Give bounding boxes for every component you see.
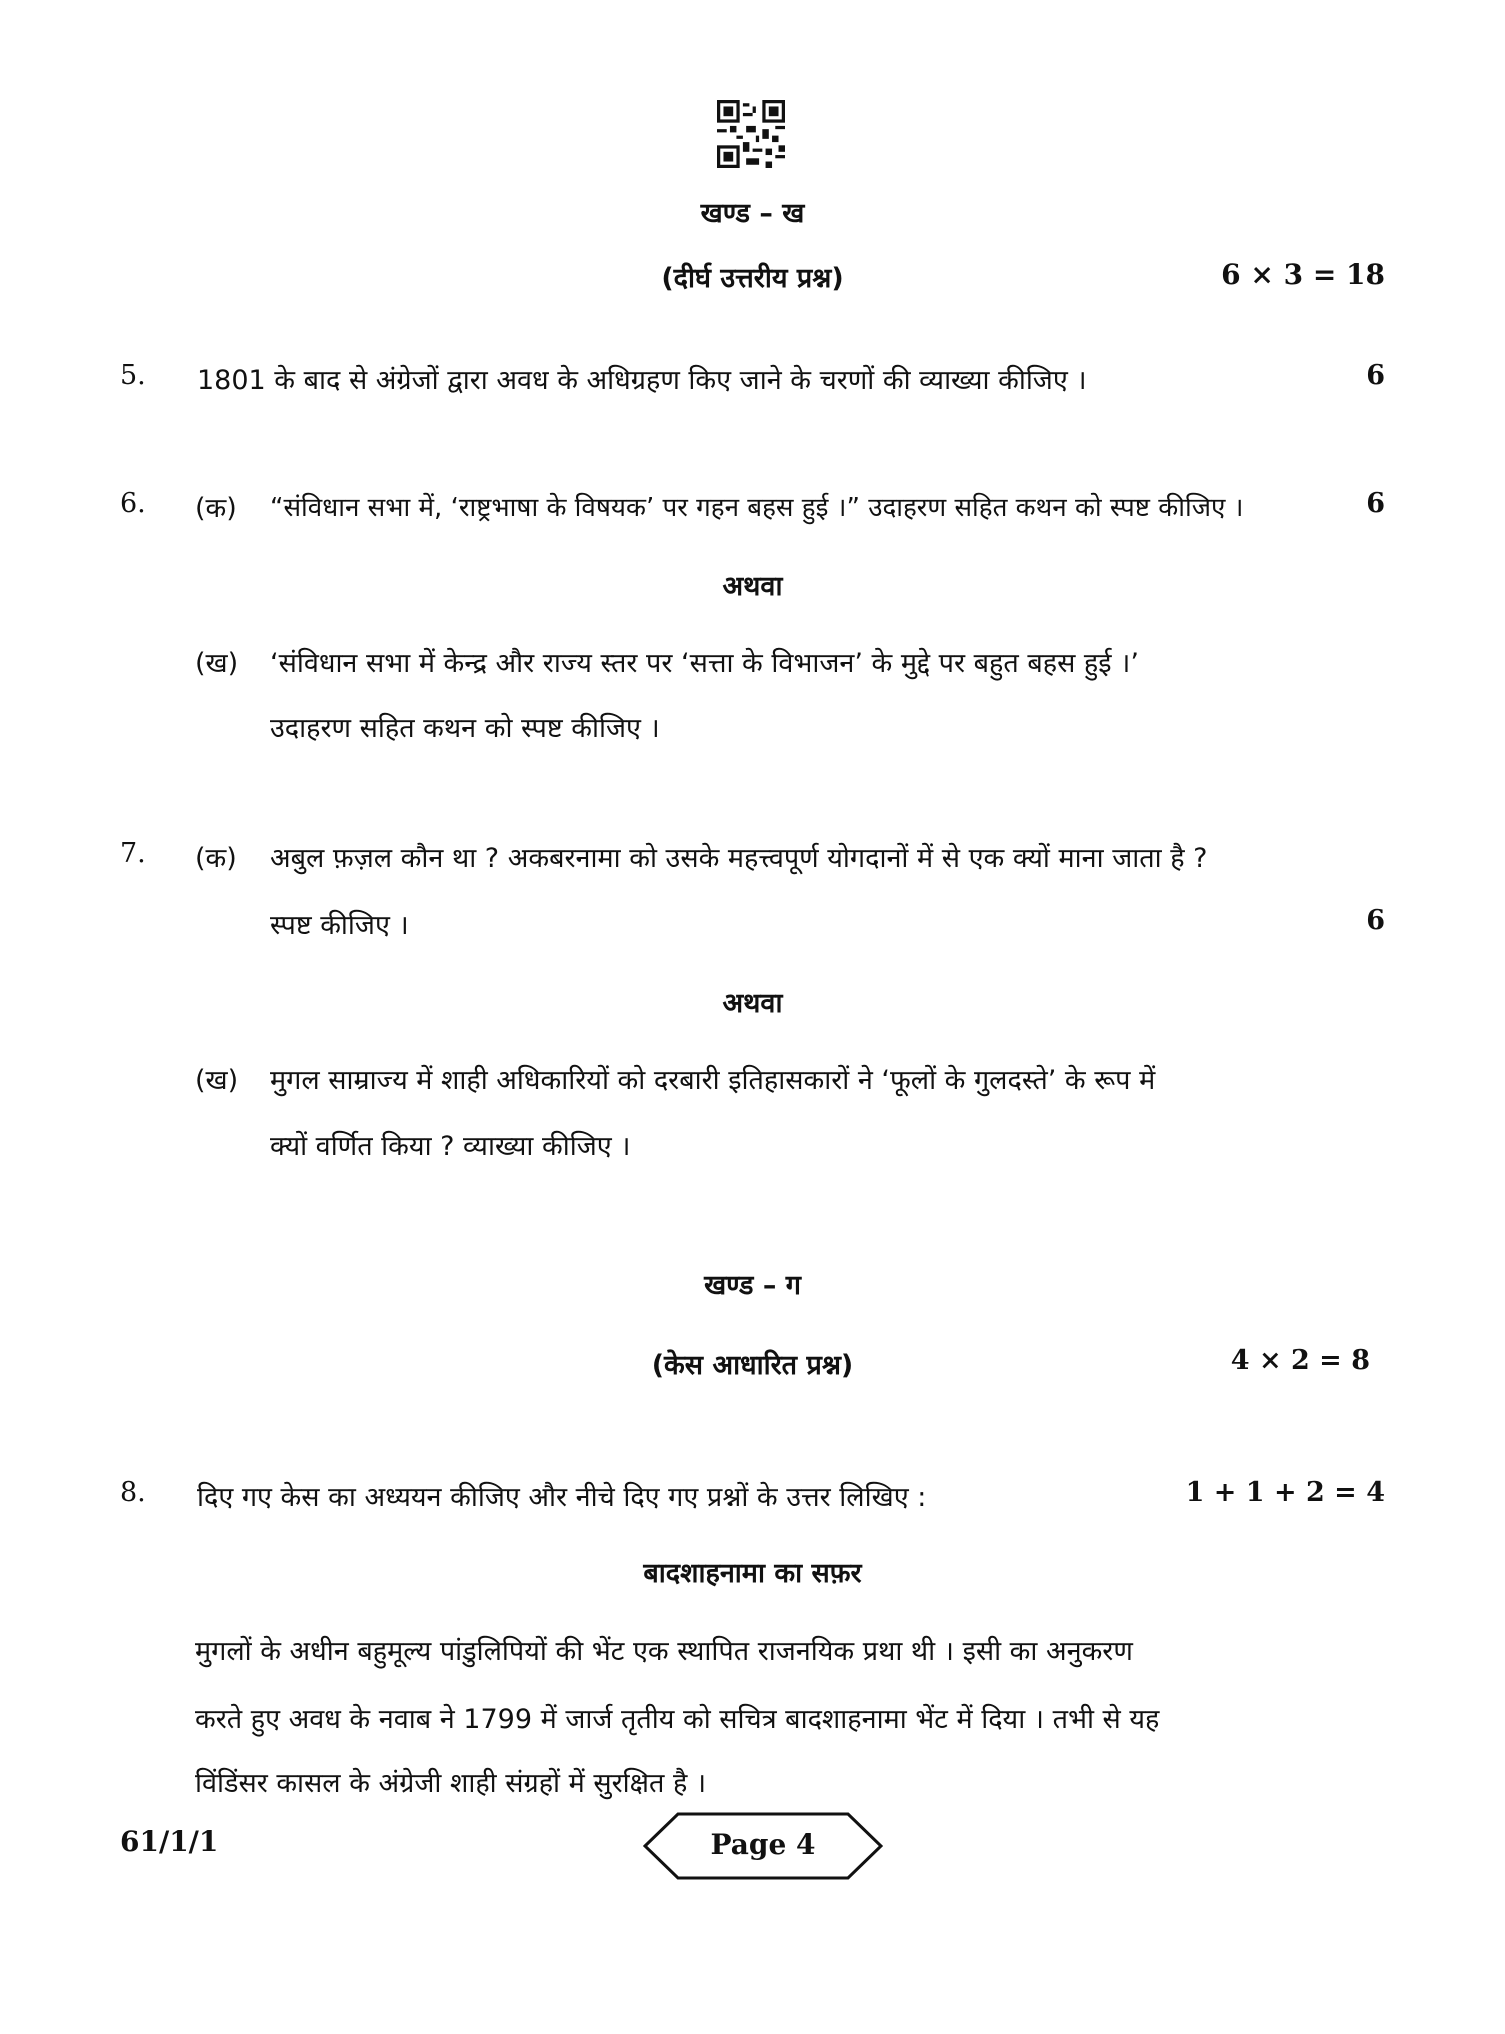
qr-code-icon xyxy=(717,100,785,168)
q6-or: अथवा xyxy=(722,571,783,602)
q5-number: 5. xyxy=(120,360,146,391)
q8-marks: 1 + 1 + 2 = 4 xyxy=(1185,1477,1385,1508)
case-para-line1: मुगलों के अधीन बहुमूल्य पांडुलिपियों की भेंट एक स्थापित राजनयिक प्रथा थी । इसी का अनुकरण xyxy=(195,1636,1133,1667)
q6-number: 6. xyxy=(120,488,146,519)
q7b-label: (ख) xyxy=(195,1065,239,1096)
case-para-line3: विंडिंसर कासल के अंग्रेजी शाही संग्रहों में सुरक्षित है । xyxy=(195,1768,707,1799)
q5-text: 1801 के बाद से अंग्रेजों द्वारा अवध के अधिग्रहण किए जाने के चरणों की व्याख्या कीजिए । xyxy=(197,365,1087,396)
section-b-subheading: (दीर्घ उत्तरीय प्रश्न) xyxy=(661,263,844,294)
q6a-label: (क) xyxy=(195,493,237,524)
q7a-text-line1: अबुल फ़ज़ल कौन था ? अकबरनामा को उसके महत्त्वपूर्ण योगदानों में से एक क्यों माना जाता है ? xyxy=(270,843,1208,874)
case-title: बादशाहनामा का सफ़र xyxy=(643,1558,862,1589)
q7a-label: (क) xyxy=(195,843,237,874)
q7-number: 7. xyxy=(120,838,146,869)
section-c-heading: खण्ड – ग xyxy=(704,1270,801,1301)
paper-code: 61/1/1 xyxy=(120,1825,219,1858)
q6b-label: (ख) xyxy=(195,648,239,679)
q8-number: 8. xyxy=(120,1477,146,1508)
q6a-text: “संविधान सभा में, ‘राष्ट्रभाषा के विषयक’ पर गहन बहस हुई ।” उदाहरण सहित कथन को स्पष्ट कीजिए । xyxy=(270,493,1244,523)
section-c-marks: 4 × 2 = 8 xyxy=(1230,1345,1370,1376)
section-c-subheading: (केस आधारित प्रश्न) xyxy=(651,1350,854,1381)
q7b-text-line1: मुगल साम्राज्य में शाही अधिकारियों को दरबारी इतिहासकारों ने ‘फूलों के गुलदस्ते’ के रूप में xyxy=(270,1065,1156,1096)
q6-marks: 6 xyxy=(1366,488,1385,519)
q7a-text-line2: स्पष्ट कीजिए । xyxy=(270,910,409,941)
q7b-text-line2: क्यों वर्णित किया ? व्याख्या कीजिए । xyxy=(270,1131,631,1162)
q8-text: दिए गए केस का अध्ययन कीजिए और नीचे दिए गए प्रश्नों के उत्तर लिखिए : xyxy=(197,1482,927,1513)
case-para-line2: करते हुए अवध के नवाब ने 1799 में जार्ज तृतीय को सचित्र बादशाहनामा भेंट में दिया । तभी से यह xyxy=(195,1704,1160,1735)
q6b-text-line1: ‘संविधान सभा में केन्द्र और राज्य स्तर पर ‘सत्ता के विभाजन’ के मुद्दे पर बहुत बहस हुई ।’ xyxy=(270,648,1139,679)
q7-marks: 6 xyxy=(1366,905,1385,936)
page-number: Page 4 xyxy=(710,1828,816,1861)
section-b-marks: 6 × 3 = 18 xyxy=(1221,258,1385,291)
q6b-text-line2: उदाहरण सहित कथन को स्पष्ट कीजिए । xyxy=(270,713,660,744)
section-b-heading: खण्ड – ख xyxy=(700,198,805,229)
q5-marks: 6 xyxy=(1366,360,1385,391)
q7-or: अथवा xyxy=(722,988,783,1019)
